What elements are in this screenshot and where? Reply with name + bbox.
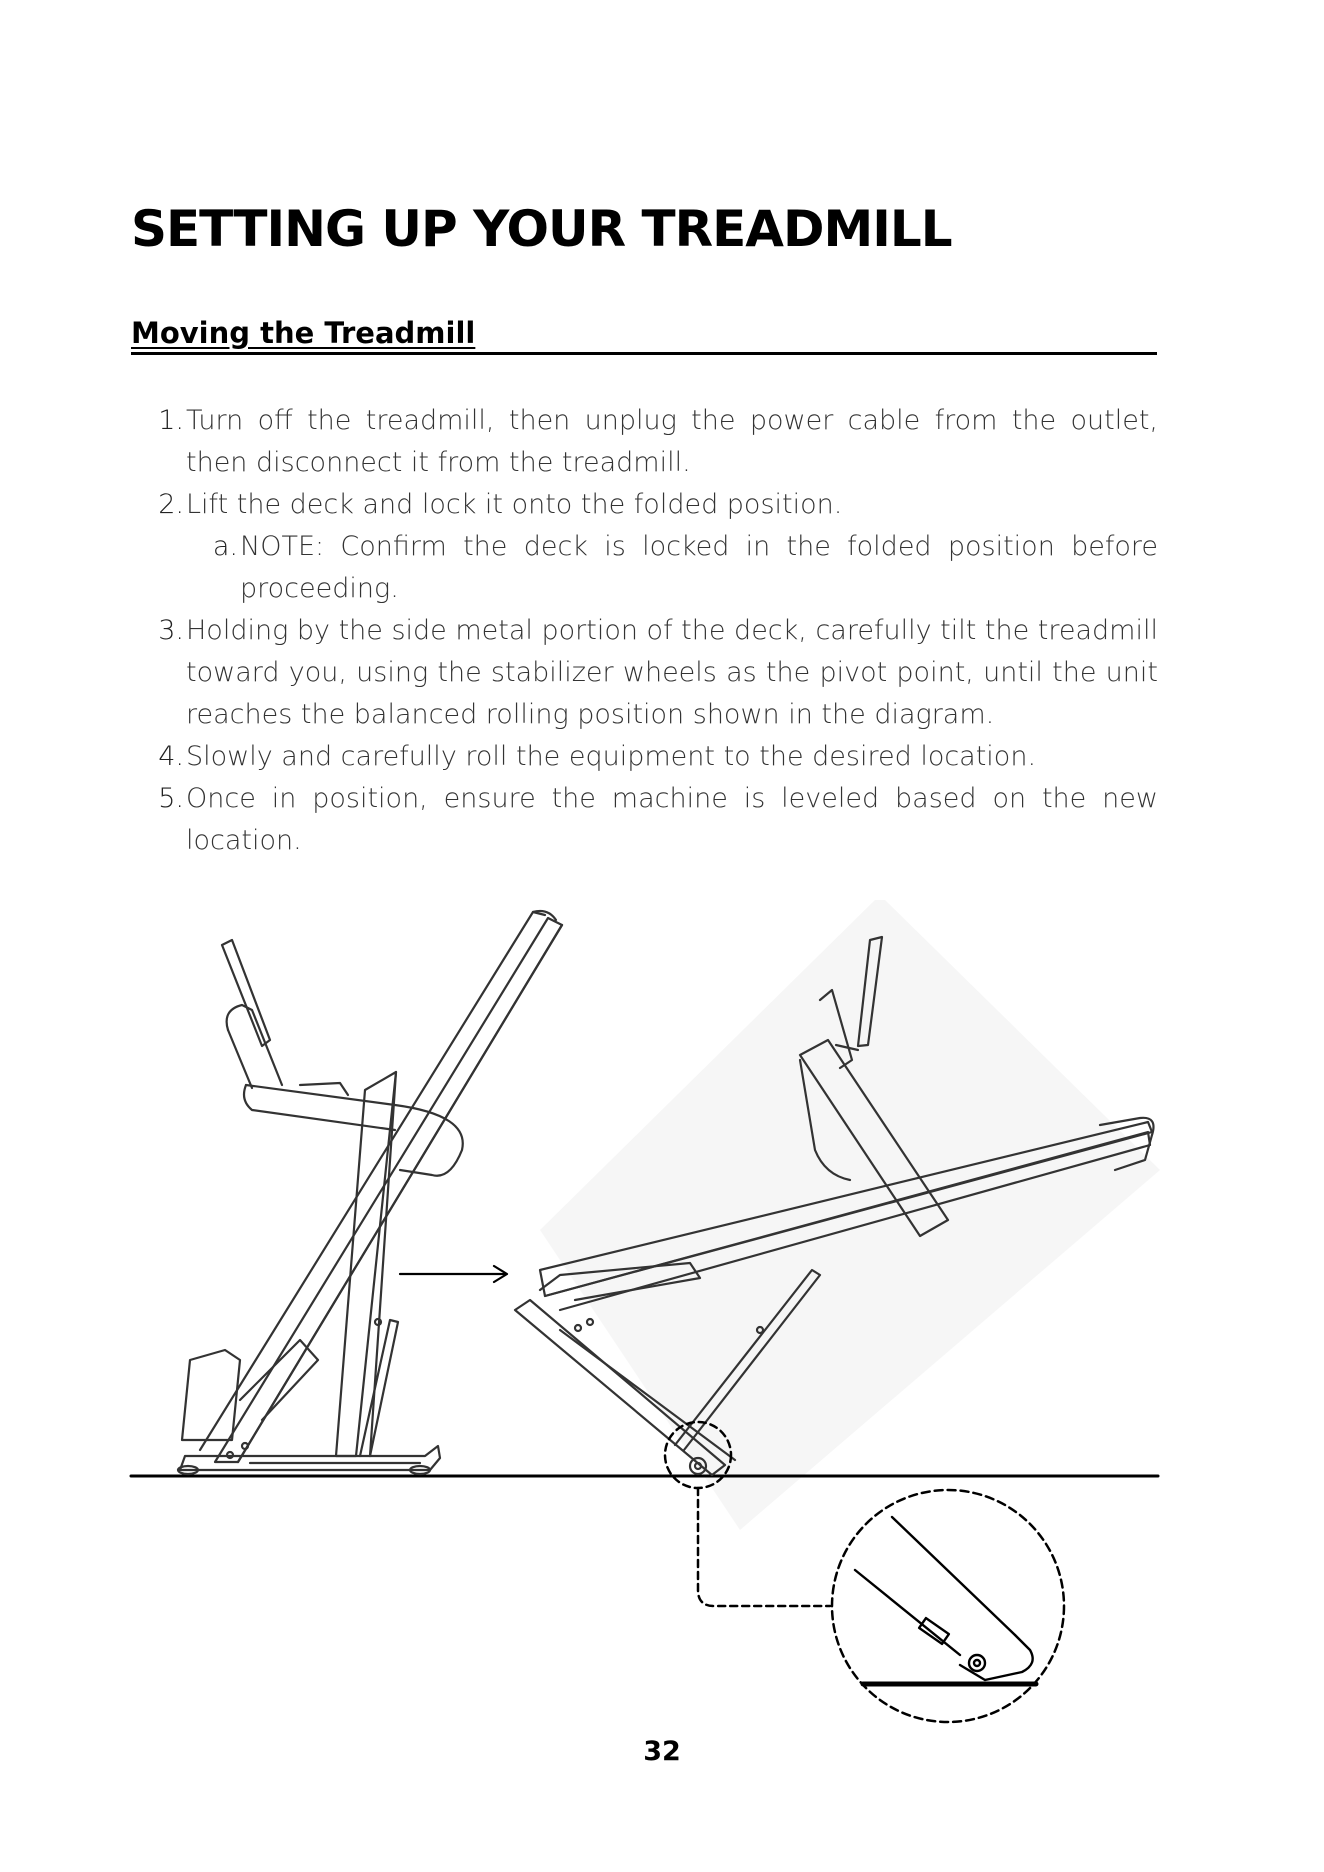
step-text: Holding by the side metal portion of the deck, carefully tilt the treadmill toward you, using the stabilizer wheels as the pivot point, until the unit reaches the balanced rolling position shown in the diagram.	[186, 615, 1158, 730]
step-text: Lift the deck and lock it onto the folded position.	[186, 489, 843, 520]
step-number: 3.	[158, 615, 184, 646]
folded-treadmill-illustration	[178, 911, 562, 1474]
treadmill-moving-diagram	[0, 900, 1324, 1740]
list-item	[140, 736, 1158, 778]
page-number: 32	[643, 1736, 681, 1767]
list-item	[140, 400, 1158, 484]
list-item	[140, 610, 1158, 736]
page-title: SETTING UP YOUR TREADMILL	[131, 200, 952, 258]
list-item	[140, 484, 1158, 526]
step-text: Slowly and carefully roll the equipment to the desired location.	[186, 741, 1037, 772]
step-number: 2.	[158, 489, 184, 520]
wheel-detail	[855, 1517, 1036, 1684]
substep-letter: a.	[212, 531, 238, 562]
sub-list-item	[140, 526, 1158, 610]
callout-circle-large	[832, 1490, 1064, 1722]
step-number: 4.	[158, 741, 184, 772]
section-heading	[131, 316, 1157, 355]
list-item	[140, 778, 1158, 862]
background-shade	[540, 900, 1160, 1530]
step-text: Turn off the treadmill, then unplug the power cable from the outlet, then disconnect it from the treadmill.	[186, 405, 1158, 478]
step-text: Once in position, ensure the machine is leveled based on the new location.	[186, 783, 1158, 856]
step-number: 1.	[158, 405, 184, 436]
step-number: 5.	[158, 783, 184, 814]
section-heading-text: Moving the Treadmill	[131, 316, 476, 350]
instruction-list	[140, 400, 1158, 862]
substep-text: NOTE: Confirm the deck is locked in the folded position before proceeding.	[240, 531, 1158, 604]
